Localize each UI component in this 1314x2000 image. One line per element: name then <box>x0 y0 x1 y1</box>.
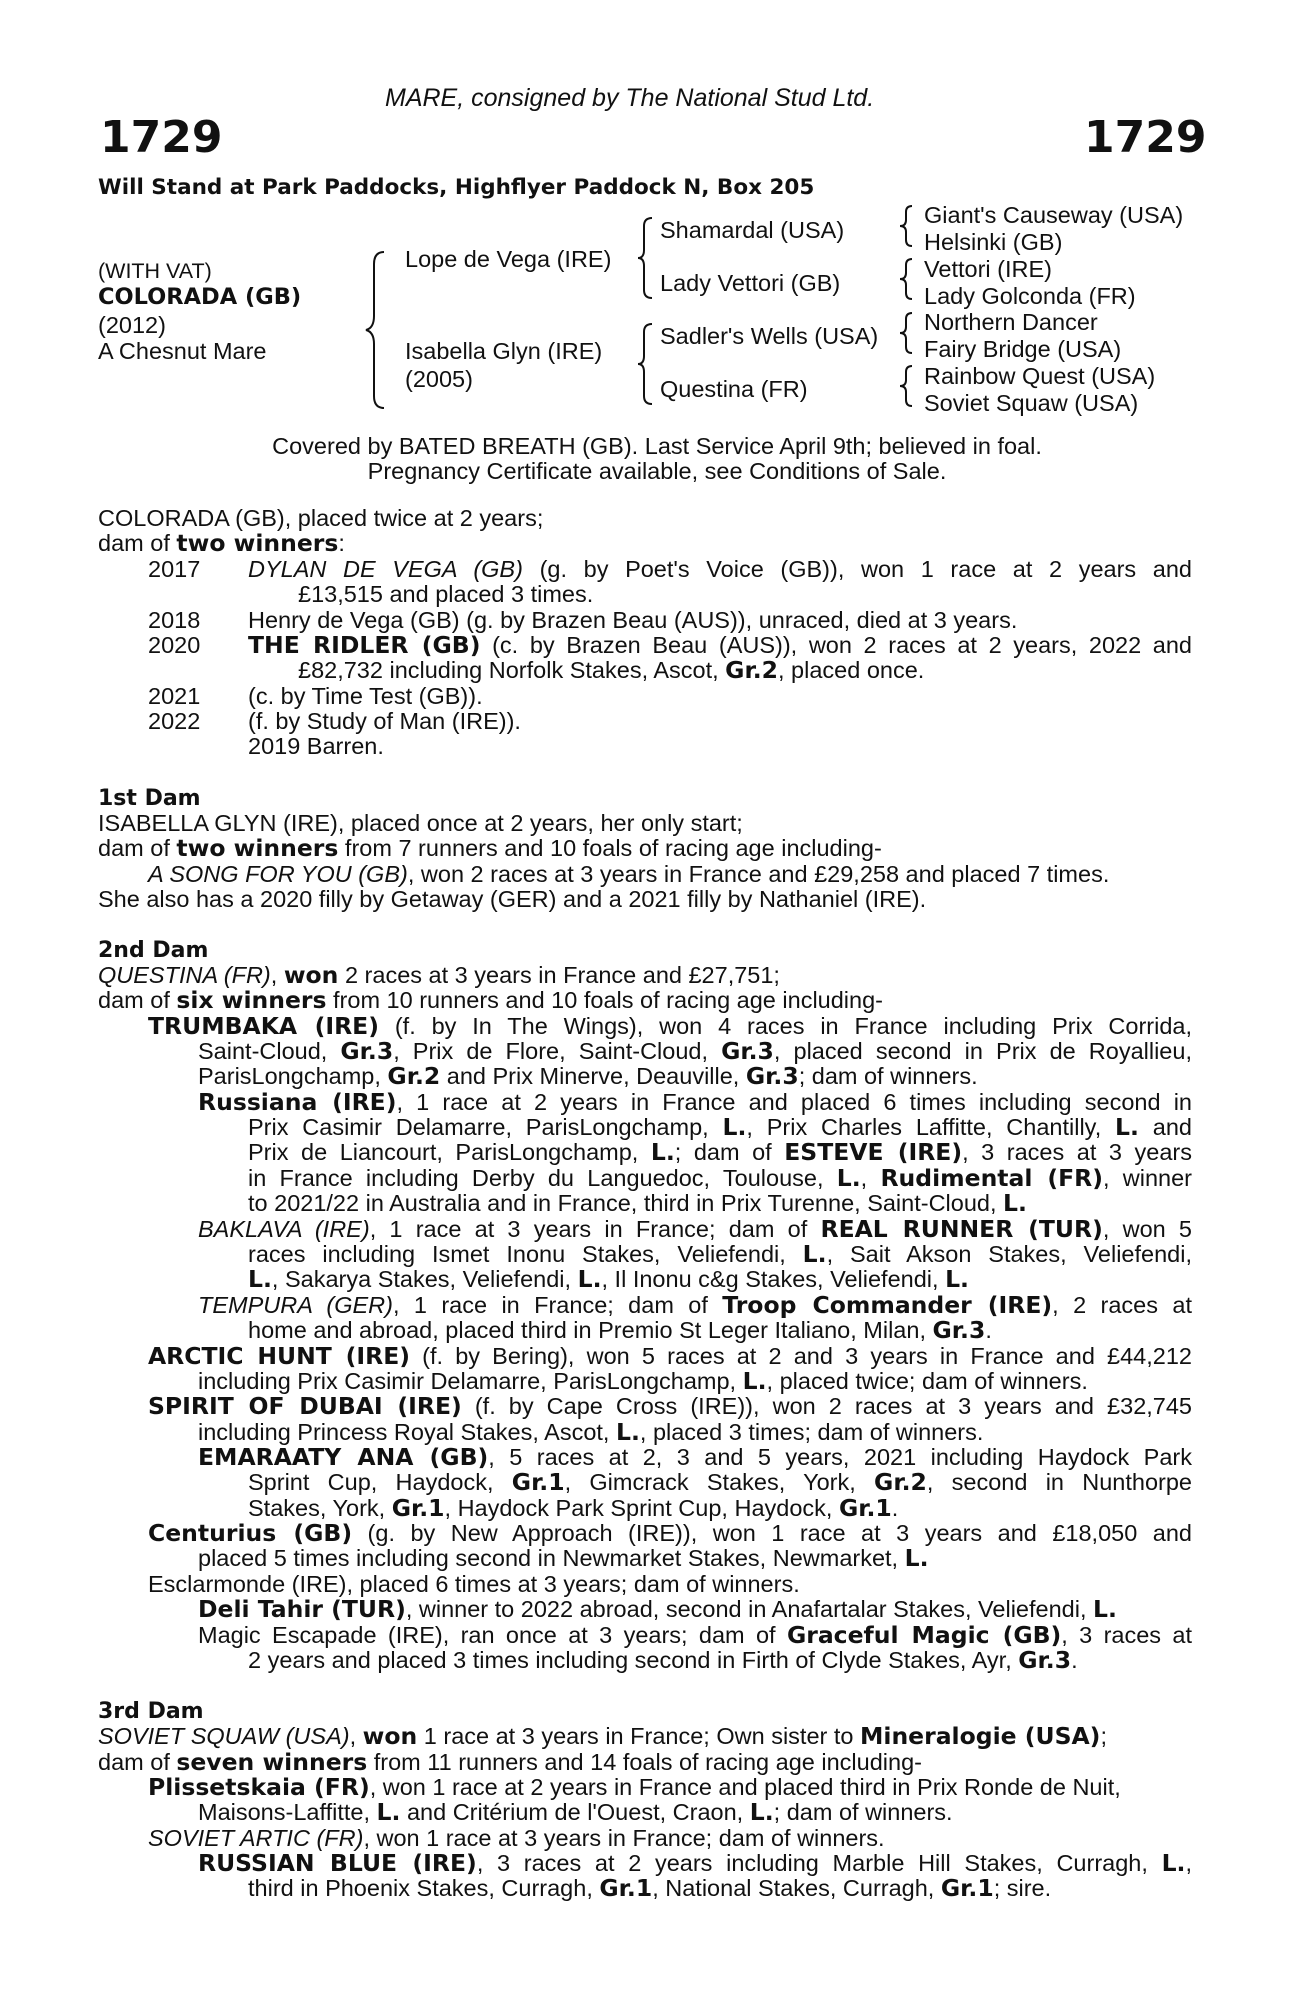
deli-tahir-entry: Deli Tahir (TUR), winner to 2022 abroad, second in Anafartalar Stakes, Veliefendi, L. <box>198 1595 1117 1623</box>
produce-2021: (c. by Time Test (GB)). <box>248 683 483 709</box>
brace-main <box>370 250 390 410</box>
emaraaty-ana-cont-1: Sprint Cup, Haydock, Gr.1, Gimcrack Stakes, York, Gr.2, second in Nunthorpe <box>248 1468 1192 1496</box>
trumbaka-entry: TRUMBAKA (IRE) (f. by In The Wings), won 4 races in France including Prix Corrida, <box>148 1012 1193 1040</box>
dam: Isabella Glyn (IRE) <box>405 338 603 364</box>
second-dam-line: QUESTINA (FR), won 2 races at 3 years in France and £27,751; <box>98 961 780 989</box>
sd-dam: Lady Golconda (FR) <box>924 283 1136 309</box>
spirit-of-dubai-cont: including Princess Royal Stakes, Ascot, L., placed 3 times; dam of winners. <box>198 1418 984 1446</box>
russian-blue-cont: third in Phoenix Stakes, Curragh, Gr.1, National Stakes, Curragh, Gr.1; sire. <box>248 1874 1052 1902</box>
location-line: Will Stand at Park Paddocks, Highflyer Paddock N, Box 205 <box>98 175 815 200</box>
third-dam-produce: dam of seven winners from 11 runners and 14 foals of racing age including- <box>98 1748 922 1776</box>
baklava-cont-2: L., Sakarya Stakes, Veliefendi, L., Il Inonu c&g Stakes, Veliefendi, L. <box>248 1265 969 1293</box>
russian-blue-entry: RUSSIAN BLUE (IRE), 3 races at 2 years including Marble Hill Stakes, Curragh, L., <box>198 1849 1192 1877</box>
trumbaka-cont-1: Saint-Cloud, Gr.3, Prix de Flore, Saint-Cloud, Gr.3, placed second in Prix de Royallieu, <box>198 1037 1192 1065</box>
produce-summary: dam of two winners: <box>98 529 345 557</box>
magic-escapade-cont: 2 years and placed 3 times including second in Firth of Clyde Stakes, Ayr, Gr.3. <box>248 1646 1078 1674</box>
sd-sire: Vettori (IRE) <box>924 256 1052 282</box>
sire: Lope de Vega (IRE) <box>405 246 612 272</box>
produce-2020-cont: £82,732 including Norfolk Stakes, Ascot, Gr.2, placed once. <box>298 656 925 684</box>
magic-escapade-entry: Magic Escapade (IRE), ran once at 3 years; dam of Graceful Magic (GB), 3 races at <box>198 1621 1192 1649</box>
produce-2022: (f. by Study of Man (IRE)). <box>248 708 521 734</box>
plissetskaia-cont: Maisons-Laffitte, L. and Critérium de l'Ouest, Craon, L.; dam of winners. <box>198 1798 953 1826</box>
plissetskaia-entry: Plissetskaia (FR), won 1 race at 2 years in France and placed third in Prix Ronde de Nuit, <box>148 1773 1121 1801</box>
dd-dam: Soviet Squaw (USA) <box>924 390 1139 416</box>
ds-sire: Northern Dancer <box>924 309 1098 335</box>
produce-2018: Henry de Vega (GB) (g. by Brazen Beau (AUS)), unraced, died at 3 years. <box>248 607 1018 633</box>
brace-ss <box>900 204 914 248</box>
first-dam-heading: 1st Dam <box>98 786 201 811</box>
third-dam-heading: 3rd Dam <box>98 1699 204 1724</box>
first-dam-produce: dam of two winners from 7 runners and 10 foals of racing age including- <box>98 834 882 862</box>
year-2017: 2017 <box>148 556 201 582</box>
ss-dam: Helsinki (GB) <box>924 229 1063 255</box>
brace-sire <box>640 216 656 300</box>
year-2020: 2020 <box>148 632 201 658</box>
produce-2017: DYLAN DE VEGA (GB) (g. by Poet's Voice (GB)), won 1 race at 2 years and <box>248 556 1192 582</box>
dd-sire: Rainbow Quest (USA) <box>924 363 1156 389</box>
barren-note: 2019 Barren. <box>248 733 384 759</box>
horse-description: A Chesnut Mare <box>98 338 267 364</box>
first-dam-winner: A SONG FOR YOU (GB), won 2 races at 3 years in France and £29,258 and placed 7 times. <box>148 861 1110 887</box>
russiana-cont-2: Prix de Liancourt, ParisLongchamp, L.; dam of ESTEVE (IRE), 3 races at 3 years <box>248 1138 1193 1166</box>
esclarmonde-entry: Esclarmonde (IRE), placed 6 times at 3 years; dam of winners. <box>148 1571 800 1597</box>
lot-number-right: 1729 <box>1084 112 1207 163</box>
dam-dam: Questina (FR) <box>660 376 808 402</box>
centurius-cont: placed 5 times including second in Newmarket Stakes, Newmarket, L. <box>198 1544 929 1572</box>
brace-ds <box>900 311 914 355</box>
horse-name: COLORADA (GB) <box>98 284 302 310</box>
year-2022: 2022 <box>148 708 201 734</box>
centurius-entry: Centurius (GB) (g. by New Approach (IRE)), won 1 race at 3 years and £18,050 and <box>148 1519 1192 1547</box>
year-2018: 2018 <box>148 607 201 633</box>
pregnancy-line: Pregnancy Certificate available, see Conditions of Sale. <box>367 458 947 484</box>
dam-sire: Sadler's Wells (USA) <box>660 323 879 349</box>
third-dam-line: SOVIET SQUAW (USA), won 1 race at 3 years in France; Own sister to Mineralogie (USA); <box>98 1722 1107 1750</box>
covered-line: Covered by BATED BREATH (GB). Last Service April 9th; believed in foal. <box>272 433 1042 459</box>
vat-note: (WITH VAT) <box>98 259 212 283</box>
lot-number-left: 1729 <box>100 112 223 163</box>
second-dam-heading: 2nd Dam <box>98 938 209 963</box>
spirit-of-dubai-entry: SPIRIT OF DUBAI (IRE) (f. by Cape Cross (IRE)), won 2 races at 3 years and £32,745 <box>148 1392 1193 1420</box>
intro-line: COLORADA (GB), placed twice at 2 years; <box>98 505 544 531</box>
horse-year: (2012) <box>98 312 166 338</box>
trumbaka-cont-2: ParisLongchamp, Gr.2 and Prix Minerve, Deauville, Gr.3; dam of winners. <box>198 1062 978 1090</box>
sire-sire: Shamardal (USA) <box>660 217 845 243</box>
baklava-cont-1: races including Ismet Inonu Stakes, Veliefendi, L., Sait Akson Stakes, Veliefendi, <box>248 1240 1192 1268</box>
russiana-cont-4: to 2021/22 in Australia and in France, third in Prix Turenne, Saint-Cloud, L. <box>248 1189 1027 1217</box>
baklava-entry: BAKLAVA (IRE), 1 race at 3 years in France; dam of REAL RUNNER (TUR), won 5 <box>198 1215 1192 1243</box>
soviet-artic-entry: SOVIET ARTIC (FR), won 1 race at 3 years in France; dam of winners. <box>148 1825 885 1851</box>
produce-2020: THE RIDLER (GB) (c. by Brazen Beau (AUS)), won 2 races at 2 years, 2022 and <box>248 631 1193 659</box>
emaraaty-ana-cont-2: Stakes, York, Gr.1, Haydock Park Sprint Cup, Haydock, Gr.1. <box>248 1494 899 1522</box>
catalogue-body <box>98 506 1192 1906</box>
emaraaty-ana-entry: EMARAATY ANA (GB), 5 races at 2, 3 and 5 years, 2021 including Haydock Park <box>198 1443 1192 1471</box>
ss-sire: Giant's Causeway (USA) <box>924 202 1184 228</box>
russiana-entry: Russiana (IRE), 1 race at 2 years in France and placed 6 times including second in <box>198 1088 1192 1116</box>
brace-dam <box>640 322 656 406</box>
tempura-entry: TEMPURA (GER), 1 race in France; dam of Troop Commander (IRE), 2 races at <box>198 1291 1192 1319</box>
russiana-cont-1: Prix Casimir Delamarre, ParisLongchamp, L., Prix Charles Laffitte, Chantilly, L. and <box>248 1113 1192 1141</box>
consignment-line: MARE, consigned by The National Stud Ltd. <box>385 84 875 112</box>
produce-2017-cont: £13,515 and placed 3 times. <box>298 581 594 607</box>
brace-dd <box>900 364 914 408</box>
year-2021: 2021 <box>148 683 201 709</box>
arctic-hunt-entry: ARCTIC HUNT (IRE) (f. by Bering), won 5 races at 2 and 3 years in France and £44,212 <box>148 1342 1192 1370</box>
sire-dam: Lady Vettori (GB) <box>660 270 841 296</box>
arctic-hunt-cont: including Prix Casimir Delamarre, ParisLongchamp, L., placed twice; dam of winners. <box>198 1367 1088 1395</box>
ds-dam: Fairy Bridge (USA) <box>924 336 1122 362</box>
first-dam-line: ISABELLA GLYN (IRE), placed once at 2 years, her only start; <box>98 810 743 836</box>
tempura-cont: home and abroad, placed third in Premio St Leger Italiano, Milan, Gr.3. <box>248 1316 992 1344</box>
russiana-cont-3: in France including Derby du Languedoc, Toulouse, L., Rudimental (FR), winner <box>248 1164 1192 1192</box>
second-dam-produce: dam of six winners from 10 runners and 10 foals of racing age including- <box>98 986 883 1014</box>
first-dam-note: She also has a 2020 filly by Getaway (GER) and a 2021 filly by Nathaniel (IRE). <box>98 886 927 912</box>
brace-sd <box>900 257 914 301</box>
dam-year: (2005) <box>405 366 473 392</box>
